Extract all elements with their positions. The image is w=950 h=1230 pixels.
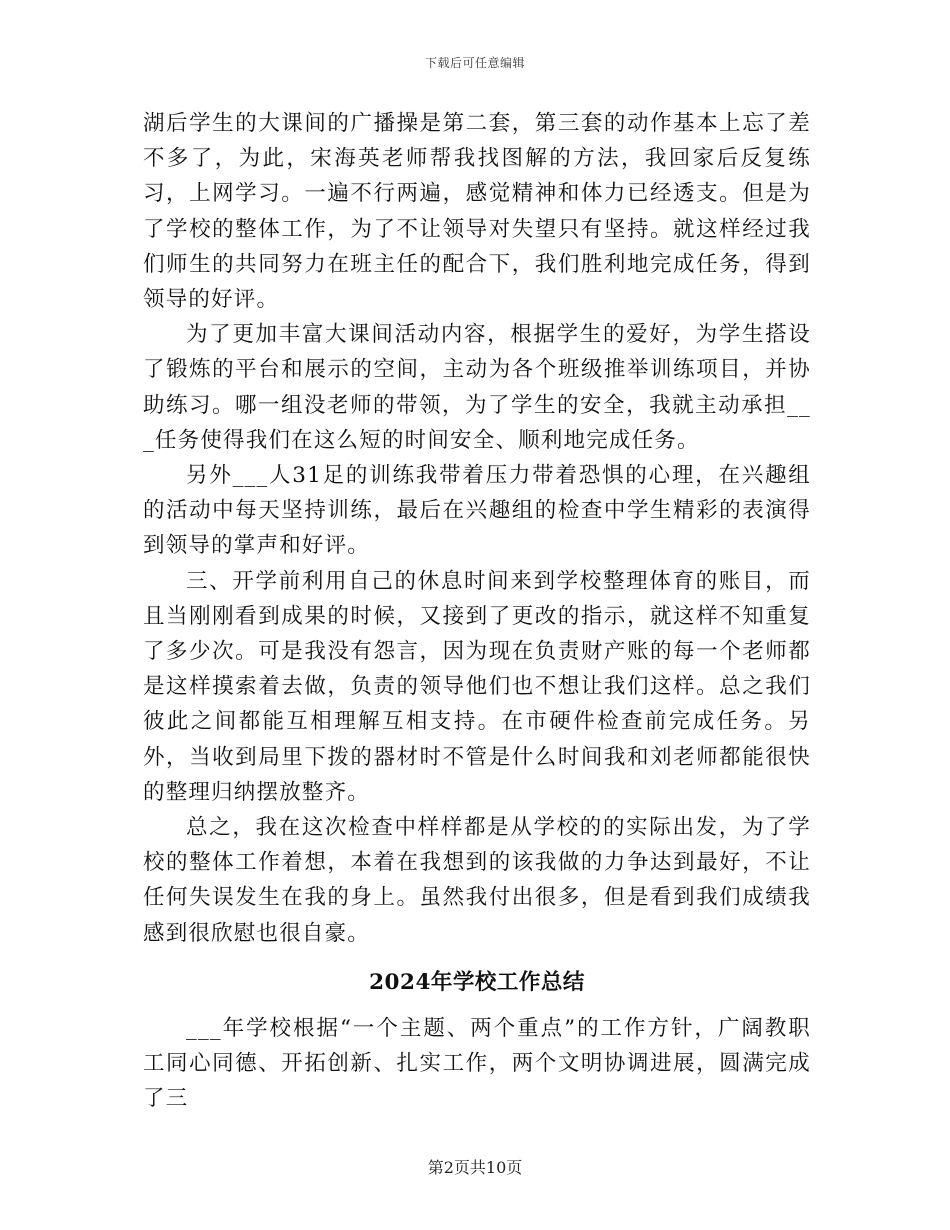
header-note: 下载后可任意编辑 [424, 56, 525, 70]
document-body [143, 106, 811, 1116]
page-number: 第2页共10页 [427, 1158, 523, 1177]
paragraph: 为了更加丰富大课间活动内容，根据学生的爱好，为学生搭设了锻炼的平台和展示的空间，主动为各个班级推举训练项目，并协助练习。哪一组没老师的带领，为了学生的安全，我就主动承担___任务使得我们在这么短的时间安全、顺利地完成任务。 [143, 322, 811, 453]
section-title: 2024年学校工作总结 [369, 969, 585, 995]
paragraph: 另外___人31足的训练我带着压力带着恐惧的心理，在兴趣组的活动中每天坚持训练，最后在兴趣组的检查中学生精彩的表演得到领导的掌声和好评。 [143, 463, 811, 559]
paragraph-continued: 湖后学生的大课间的广播操是第二套，第三套的动作基本上忘了差不多了，为此，宋海英老师帮我找图解的方法，我回家后反复练习，上网学习。一遍不行两遍，感觉精神和体力已经透支。但是为了学校的整体工作，为了不让领导对失望只有坚持。就这样经过我们师生的共同努力在班主任的配合下，我们胜利地完成任务，得到领导的好评。 [143, 111, 811, 313]
paragraph: 总之，我在这次检查中样样都是从学校的的实际出发，为了学校的整体工作着想，本着在我想到的该我做的力争达到最好，不让任何失误发生在我的身上。虽然我付出很多，但是看到我们成绩我感到很欣慰也很自豪。 [143, 815, 811, 946]
section-paragraph: ___年学校根据“一个主题、两个重点”的工作方针，广阔教职工同心同德、开拓创新、扎实工作，两个文明协调进展，圆满完成了三 [143, 1015, 811, 1112]
paragraph: 三、开学前利用自己的休息时间来到学校整理体育的账目，而且当刚刚看到成果的时候，又接到了更改的指示，就这样不知重复了多少次。可是我没有怨言，因为现在负责财产账的每一个老师都是这样摸索着去做，负责的领导他们也不想让我们这样。总之我们彼此之间都能互相理解互相支持。在市硬件检查前完成任务。另外，当收到局里下拨的器材时不管是什么时间我和刘老师都能很快的整理归纳摆放整齐。 [143, 568, 811, 805]
